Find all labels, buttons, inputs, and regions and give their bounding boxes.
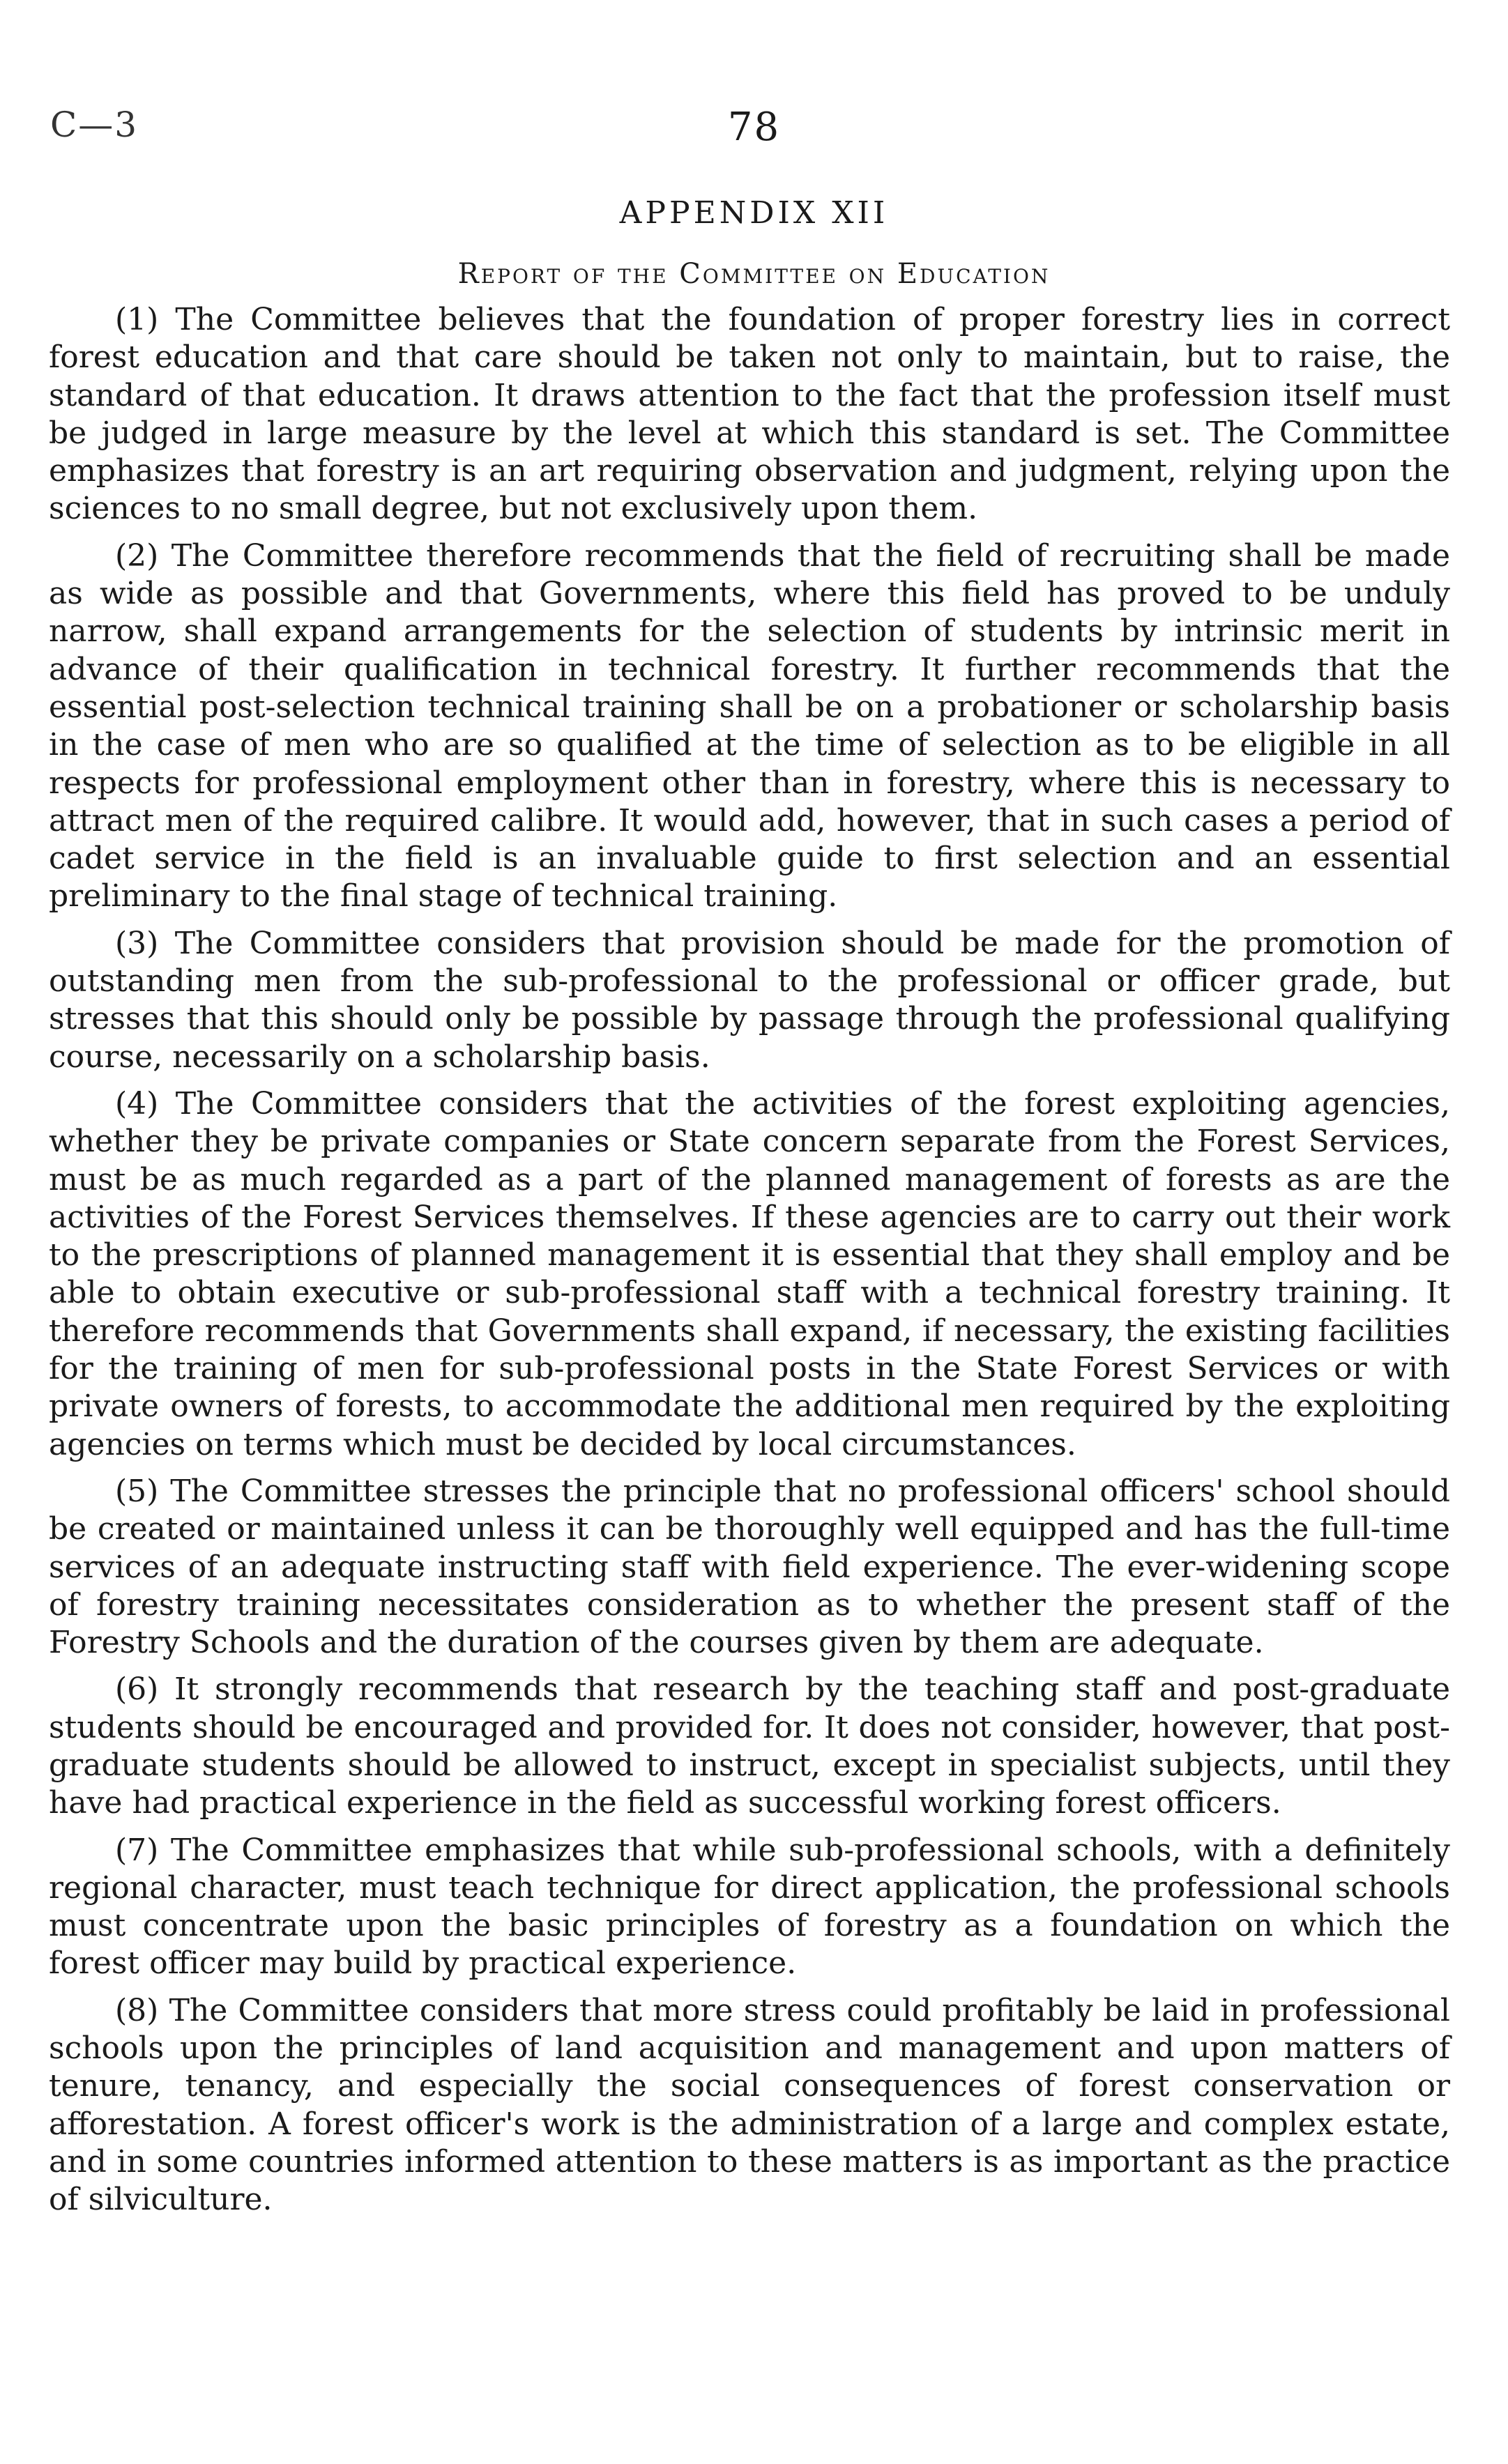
- paragraph-8: (8) The Committee considers that more stress could profitably be laid in professional schools upon the principles of land acquisition and management and upon matters of tenure, tenancy, and especially the social consequences of forest conservation or afforestation. A forest officer's work is the administration of a large and complex estate, and in some countries informed attention to these matters is as important as the practice of silviculture.: [49, 1992, 1450, 2218]
- paragraph-3: (3) The Committee considers that provision should be made for the promotion of outstanding men from the sub-professional to the professional or officer grade, but stresses that this should only be possible by passage through the professional qualifying course, necessarily on a scholarship basis.: [49, 925, 1450, 1075]
- paragraph-2: (2) The Committee therefore recommends that the field of recruiting shall be made as wide as possible and that Governments, where this field has proved to be unduly narrow, shall expand arrangements for the selection of students by intrinsic merit in advance of their qualification in technical forestry. It further recommends that the essential post-selection technical training shall be on a probationer or scholarship basis in the case of men who are so qualified at the time of selection as to be eligible in all respects for professional employment other than in forestry, where this is necessary to attract men of the required calibre. It would add, however, that in such cases a period of cadet service in the field is an invaluable guide to first selection and an essential preliminary to the final stage of technical training.: [49, 537, 1450, 915]
- paragraph-7: (7) The Committee emphasizes that while sub-professional schools, with a definitely regional character, must teach technique for direct application, the professional schools must concentrate upon the basic principles of forestry as a foundation on which the forest officer may build by practical experience.: [49, 1832, 1450, 1982]
- paragraph-4: (4) The Committee considers that the activities of the forest exploiting agencies, whether they be private companies or State concern separate from the Forest Services, must be as much regarded as a part of the planned management of forests as are the activities of the Forest Services themselves. If these agencies are to carry out their work to the prescriptions of planned management it is essential that they shall employ and be able to obtain executive or sub-professional staff with a technical forestry training. It therefore recommends that Governments shall expand, if necessary, the existing facilities for the training of men for sub-professional posts in the State Forest Services or with private owners of forests, to accommodate the additional men required by the exploiting agencies on terms which must be decided by local circumstances.: [49, 1085, 1450, 1462]
- body-text: [49, 301, 1450, 2228]
- paragraph-5: (5) The Committee stresses the principle that no professional officers' school should be created or maintained unless it can be thoroughly well equipped and has the full-time services of an adequate instructing staff with field experience. The ever-widening scope of forestry training necessitates consideration as to whether the present staff of the Forestry Schools and the duration of the courses given by them are adequate.: [49, 1473, 1450, 1661]
- report-title: Report of the Committee on Education: [457, 258, 1051, 290]
- paragraph-1: (1) The Committee believes that the foundation of proper forestry lies in correct forest education and that care should be taken not only to maintain, but to raise, the standard of that education. It draws attention to the fact that the profession itself must be judged in large measure by the level at which this standard is set. The Committee emphasizes that forestry is an art requiring observation and judgment, relying upon the sciences to no small degree, but not exclusively upon them.: [49, 302, 1450, 527]
- document-code: C—3: [50, 105, 139, 145]
- appendix-title: APPENDIX XII: [619, 195, 889, 231]
- page-number: 78: [727, 105, 781, 150]
- paragraph-6: (6) It strongly recommends that research by the teaching staff and post-graduate students should be encouraged and provided for. It does not consider, however, that post-graduate students should be allowed to instruct, except in specialist subjects, until they have had practical experience in the field as successful working forest officers.: [49, 1671, 1450, 1821]
